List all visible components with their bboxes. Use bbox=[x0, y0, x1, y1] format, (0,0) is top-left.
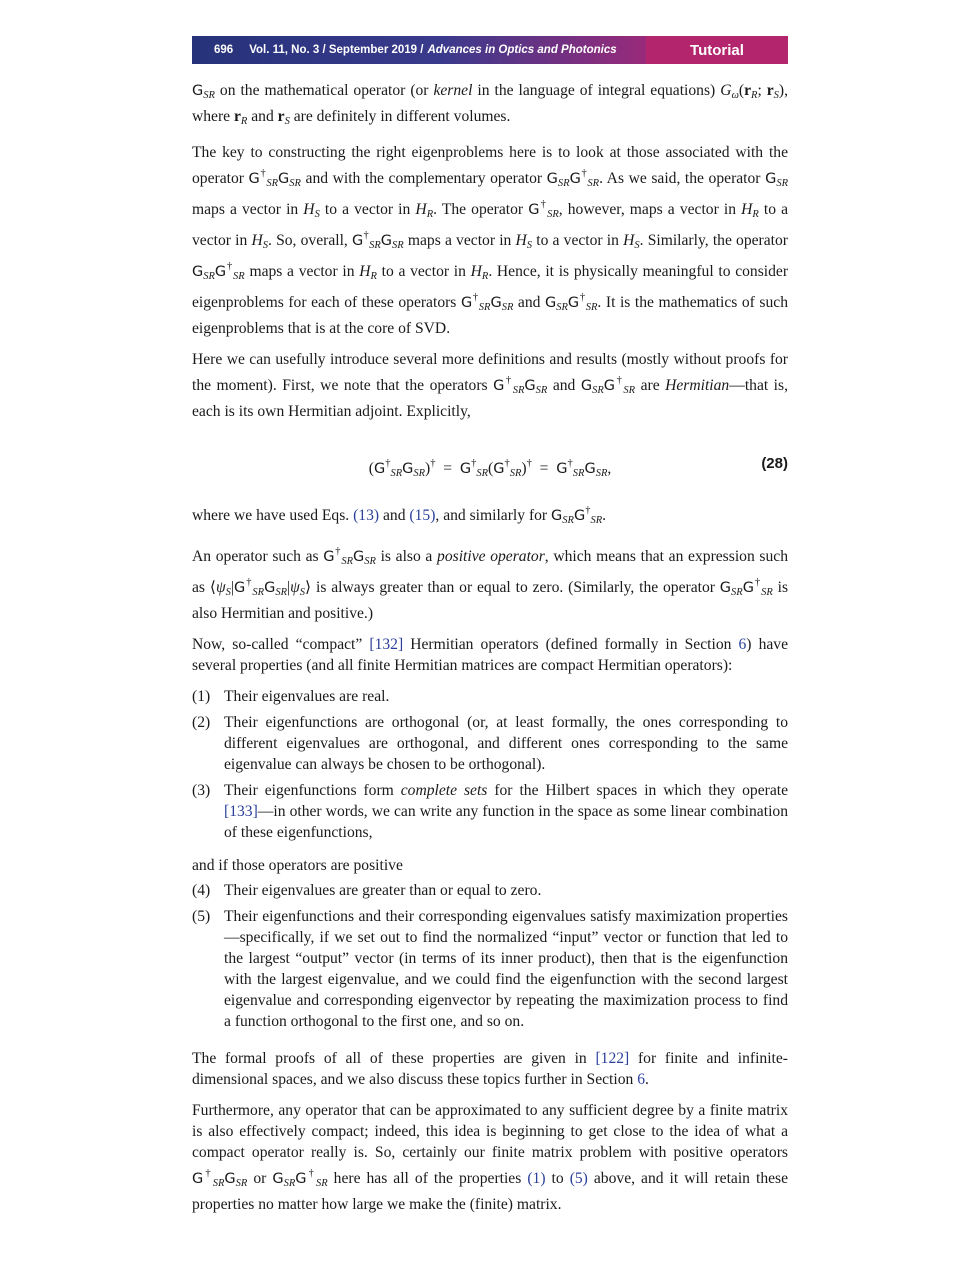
list-item: (4) Their eigenvalues are greater than or equal to zero. bbox=[192, 882, 542, 899]
paragraph-5: An operator such as $G^\dagger_{SR}G_{SR}$ is also a positive operator, which means that an expression such as $⟨\psi_S|G^\dagger_{SR}G_{SR}|\psi_S⟩$ is always greater than or equal to zero. (Similarly, the operator $G_{SR}G^\dagger_{SR}$ is also Hermitian and positive.) bbox=[192, 546, 789, 622]
section-tag: Tutorial bbox=[646, 36, 788, 64]
properties-list-2 bbox=[192, 880, 788, 1032]
prop-ref-1[interactable]: (1) bbox=[527, 1170, 546, 1187]
volume-line: Vol. 11, No. 3 / September 2019 / bbox=[249, 44, 424, 56]
citation-133[interactable]: [133] bbox=[224, 803, 258, 820]
eq-ref-13[interactable]: (13) bbox=[353, 507, 380, 524]
prop-ref-5[interactable]: (5) bbox=[569, 1170, 588, 1187]
header-banner bbox=[192, 36, 646, 64]
page-number: 696 bbox=[214, 44, 234, 56]
section-ref-6b[interactable]: 6 bbox=[637, 1071, 645, 1088]
and-if-line: and if those operators are positive bbox=[192, 857, 403, 874]
paragraph-1: $G_{SR}$ on the mathematical operator (or kernel in the language of integral equations) $G_\omega(r_R$; $r_S$), where $r_R$ and $r_S$ are definitely in different volumes. bbox=[192, 82, 789, 127]
journal-name: Advances in Optics and Photonics bbox=[427, 44, 617, 56]
section-ref-6[interactable]: 6 bbox=[738, 636, 747, 653]
paragraph-8: Furthermore, any operator that can be approximated to any sufficient degree by a finite matrix is also effectively compact; indeed, this idea is beginning to get close to the idea of what a compact operator really is. So, certainly our finite matrix problem with positive operators $G^\dagger_{SR}G_{SR}$ or $G_{SR}G^\dagger_{SR}$ here has all of the properties (1) to (5) above, and it will retain these properties no matter how large we make the (finite) matrix. bbox=[192, 1102, 789, 1213]
paragraph-2: The key to constructing the right eigenproblems here is to look at those associated with the operator $G^\dagger_{SR}G_{SR}$ and with the complementary operator $G_{SR}G^\dagger_{SR}$. As we said, the operator $G_{SR}$ maps a vector in $H_S$ to a vector in $H_R$. The operator $G^\dagger_{SR}$, however, maps a vector in $H_R$ to a vector in $H_S$. So, overall, $G^\dagger_{SR}G_{SR}$ maps a vector in $H_S$ to a vector in $H_S$. Similarly, the operator $G_{SR}G^\dagger_{SR}$ maps a vector in $H_R$ to a vector in $H_R$. Hence, it is physically meaningful to consider eigenproblems for each of these operators $G^\dagger_{SR}G_{SR}$ and $G_{SR}G^\dagger_{SR}$. It is the mathematics of such eigenproblems that is at the core of SVD. bbox=[192, 144, 789, 337]
list-item: (2) Their eigenfunctions are orthogonal (or, at least formally, the ones corresponding to different eigenvalues are orthogonal, and different ones corresponding to the same eigenvalue can always be chosen to be orthogonal). bbox=[192, 714, 788, 773]
journal-header bbox=[192, 36, 788, 64]
equation-body: $(G^\dagger_{SR}G_{SR})^\dagger = G^\dagger_{SR}(G^\dagger_{SR})^\dagger = G^\dagger_{SR}G_{SR}$, bbox=[368, 458, 612, 479]
list-item: (5) Their eigenfunctions and their corresponding eigenvalues satisfy maximization properties—specifically, if we set out to find the normalized “input” vector or function that led to the largest “output” vector (in terms of its inner product), then that is the eigenfunction with the largest eigenvalue, and we could find the eigenfunction with the second largest eigenvalue and corresponding eigenvector by repeating the maximization process to find a function orthogonal to the first one, and so on. bbox=[192, 908, 788, 1030]
paragraph-4: where we have used Eqs. (13) and (15), and similarly for $G_{SR}G^\dagger_{SR}$. bbox=[192, 505, 607, 526]
eq-ref-15[interactable]: (15) bbox=[409, 507, 436, 524]
paragraph-3: Here we can usefully introduce several more definitions and results (mostly without proofs for the moment). First, we note that the operators $G^\dagger_{SR}G_{SR}$ and $G_{SR}G^\dagger_{SR}$ are Hermitian—that is, each is its own Hermitian adjoint. Explicitly, bbox=[192, 351, 788, 420]
equation-number: (28) bbox=[761, 455, 788, 472]
paragraph-6: Now, so-called “compact” [132] Hermitian operators (defined formally in Section 6) have several properties (and all finite Hermitian matrices are compact Hermitian operators): bbox=[192, 636, 789, 674]
citation-132[interactable]: [132] bbox=[369, 636, 404, 653]
equation-28 bbox=[192, 444, 788, 484]
properties-list-1 bbox=[192, 686, 788, 843]
paragraph-7: The formal proofs of all of these properties are given in [122] for finite and infinite-dimensional spaces, and we also discuss these topics further in Section 6. bbox=[192, 1050, 788, 1088]
list-item: (1) Their eigenvalues are real. bbox=[192, 688, 390, 705]
citation-122[interactable]: [122] bbox=[595, 1050, 630, 1067]
list-item: (3) Their eigenfunctions form complete sets for the Hilbert spaces in which they operate [133]—in other words, we can write any function in the space as some linear combination of these eigenfunctions, bbox=[192, 782, 788, 841]
article-body bbox=[192, 80, 788, 1225]
